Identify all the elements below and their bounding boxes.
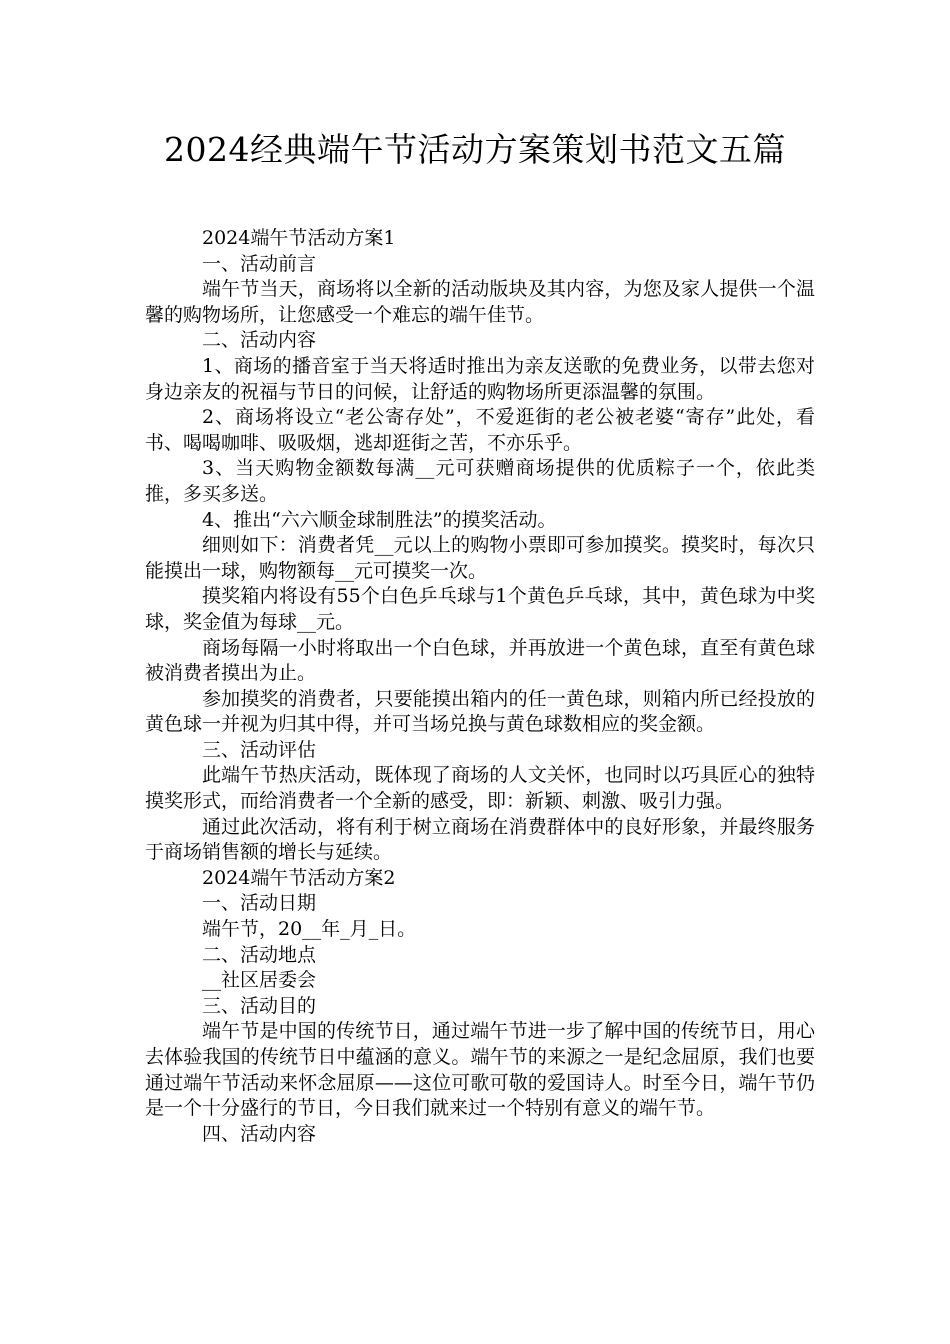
paragraph: 端午节是中国的传统节日，通过端午节进一步了解中国的传统节日，用心去体验我国的传统节日中蕴涵的意义。端午节的来源之一是纪念屈原，我们也要通过端午节活动来怀念屈原——这位可歌可敬的爱国诗人。时至今日，端午节仍是一个十分盛行的节日，今日我们就来过一个特别有意义的端午节。 xyxy=(145,1020,815,1120)
section-heading: 三、活动评估 xyxy=(202,738,317,761)
paragraph: 商场每隔一小时将取出一个白色球，并再放进一个黄色球，直至有黄色球被消费者摸出为止。 xyxy=(145,636,815,685)
paragraph: 细则如下：消费者凭__元以上的购物小票即可参加摸奖。摸奖时，每次只能摸出一球，购物额每__元可摸奖一次。 xyxy=(145,534,815,582)
list-item: 2、商场将设立“老公寄存处”，不爱逛街的老公被老婆“寄存”此处，看书、喝喝咖啡、吸吸烟，逃却逛街之苦，不亦乐乎。 xyxy=(145,406,815,454)
section-heading: 四、活动内容 xyxy=(202,1122,317,1145)
section-heading: 一、活动日期 xyxy=(202,892,317,915)
plan-1-heading: 2024端午节活动方案1 xyxy=(202,227,396,249)
section-heading: 一、活动前言 xyxy=(202,252,317,275)
section-heading: 二、活动地点 xyxy=(202,943,317,966)
paragraph: 此端午节热庆活动，既体现了商场的人文关怀，也同时以巧具匠心的独特摸奖形式，而给消费者一个全新的感受，即：新颖、刺激、吸引力强。 xyxy=(145,764,815,813)
paragraph: 端午节当天，商场将以全新的活动版块及其内容，为您及家人提供一个温馨的购物场所，让您感受一个难忘的端午佳节。 xyxy=(145,278,815,326)
paragraph: __社区居委会 xyxy=(202,969,317,992)
document-body xyxy=(145,226,815,1147)
document-title: 2024经典端午节活动方案策划书范文五篇 xyxy=(164,130,786,169)
section-heading: 三、活动目的 xyxy=(202,994,317,1017)
list-item: 3、当天购物金额数每满__元可获赠商场提供的优质粽子一个，依此类推，多买多送。 xyxy=(145,457,815,505)
paragraph: 参加摸奖的消费者，只要能摸出箱内的任一黄色球，则箱内所已经投放的黄色球一并视为归其中得，并可当场兑换与黄色球数相应的奖金额。 xyxy=(145,687,815,736)
paragraph: 端午节，20__年_月_日。 xyxy=(202,918,417,941)
plan-2-heading: 2024端午节活动方案2 xyxy=(202,866,396,889)
section-heading: 二、活动内容 xyxy=(202,329,317,352)
list-item: 4、推出“六六顺金球制胜法”的摸奖活动。 xyxy=(202,508,557,531)
list-item: 1、商场的播音室于当天将适时推出为亲友送歌的免费业务，以带去您对身边亲友的祝福与节日的问候，让舒适的购物场所更添温馨的氛围。 xyxy=(145,354,815,403)
paragraph: 摸奖箱内将设有55个白色乒乓球与1个黄色乒乓球，其中，黄色球为中奖球，奖金值为每球__元。 xyxy=(145,585,815,633)
paragraph: 通过此次活动，将有利于树立商场在消费群体中的良好形象，并最终服务于商场销售额的增长与延续。 xyxy=(145,815,815,864)
